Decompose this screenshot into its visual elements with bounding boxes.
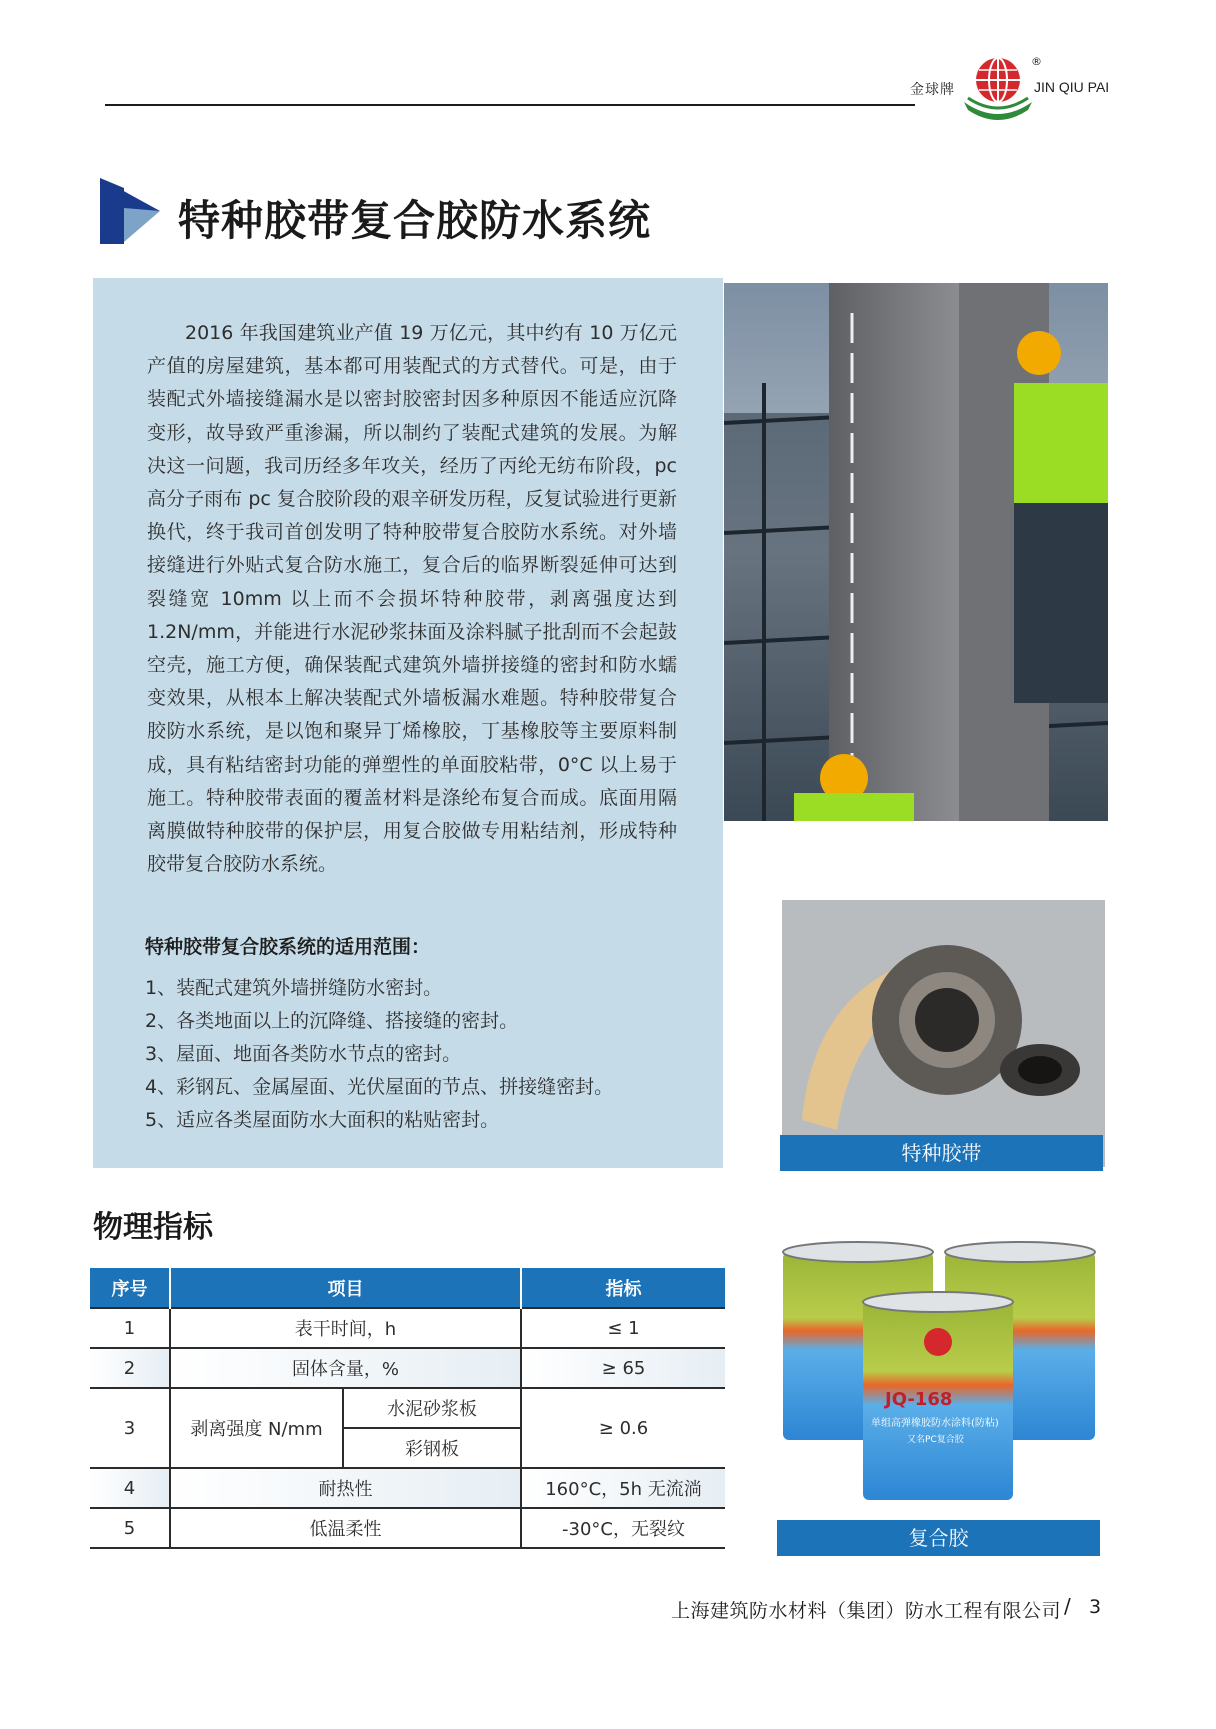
footer-separator: /	[1064, 1594, 1071, 1618]
scope-heading: 特种胶带复合胶系统的适用范围：	[145, 936, 431, 958]
cell-value: ≥ 0.6	[521, 1388, 725, 1468]
cell-value: ≥ 65	[521, 1348, 725, 1388]
scope-item: 5、适应各类屋面防水大面积的粘贴密封。	[145, 1109, 500, 1131]
cell-value: ≤ 1	[521, 1308, 725, 1348]
scope-item: 2、各类地面以上的沉降缝、搭接缝的密封。	[145, 1010, 519, 1032]
cell-subitem: 水泥砂浆板	[343, 1388, 521, 1428]
compound-caption: 复合胶	[777, 1520, 1100, 1556]
title-arrow-icon	[98, 178, 160, 244]
footer-company: 上海建筑防水材料（集团）防水工程有限公司	[671, 1600, 1062, 1622]
specs-heading: 物理指标	[93, 1210, 213, 1245]
intro-paragraph: 2016 年我国建筑业产值 19 万亿元，其中约有 10 万亿元产值的房屋建筑，基本都可用装配式的方式替代。可是，由于装配式外墙接缝漏水是以密封胶密封因多种原因不能适应沉降变形，故导致严重渗漏，所以制约了装配式建筑的发展。为解决这一问题，我司历经多年攻关，经历了丙纶无纺布阶段，pc 高分子雨布 pc 复合胶阶段的艰辛研发历程，反复试验进行更新换代，终于我司首创发明了特种胶带复合胶防水系统。对外墙接缝进行外贴式复合防水施工，复合后的临界断裂延伸可达到裂缝宽 10mm 以上而不会损坏特种胶带，剥离强度达到 1.2N/mm，并能进行水泥砂浆抹面及涂料腻子批刮而不会起鼓空壳，施工方便，确保装配式建筑外墙拼接缝的密封和防水蠕变效果，从根本上解决装配式外墙板漏水难题。特种胶带复合胶防水系统，是以饱和聚异丁烯橡胶，丁基橡胶等主要原料制成，具有粘结密封功能的弹塑性的单面胶粘带，0°C 以上易于施工。特种胶带表面的覆盖材料是涤纶布复合而成。底面用隔离膜做特种胶带的保护层，用复合胶做专用粘结剂，形成特种胶带复合胶防水系统。	[147, 322, 677, 876]
cell-item: 耐热性	[170, 1468, 521, 1508]
brand-name-cn: 金球牌	[910, 82, 955, 98]
cell-no: 5	[90, 1508, 170, 1548]
cell-no: 4	[90, 1468, 170, 1508]
can-model-label: JQ-168	[885, 1389, 953, 1410]
table-row	[90, 1468, 725, 1508]
cell-no: 3	[90, 1388, 170, 1468]
globe-logo-icon	[958, 52, 1038, 122]
cell-no: 1	[90, 1308, 170, 1348]
scope-item: 1、装配式建筑外墙拼缝防水密封。	[145, 977, 443, 999]
special-tape-photo	[782, 900, 1105, 1167]
header-rule	[105, 104, 915, 106]
scope-item: 3、屋面、地面各类防水节点的密封。	[145, 1043, 462, 1065]
can-product-label: 单组高弹橡胶防水涂料(防粘)	[871, 1418, 999, 1429]
cell-item: 低温柔性	[170, 1508, 521, 1548]
table-row	[90, 1348, 725, 1388]
header-value: 指标	[521, 1268, 725, 1308]
header-item: 项目	[170, 1268, 521, 1308]
can-alias-label: 又名PC复合胶	[907, 1435, 964, 1445]
registered-mark: ®	[1031, 55, 1042, 68]
scope-list	[145, 972, 613, 1137]
table-row	[90, 1388, 725, 1428]
scope-item: 4、彩钢瓦、金属屋面、光伏屋面的节点、拼接缝密封。	[145, 1076, 614, 1098]
page-title: 特种胶带复合胶防水系统	[178, 196, 652, 245]
brand-name-en: JIN QIU PAI	[1034, 79, 1110, 95]
header-no: 序号	[90, 1268, 170, 1308]
tape-caption: 特种胶带	[780, 1135, 1103, 1171]
cell-subitem: 彩钢板	[343, 1428, 521, 1468]
cell-item: 固体含量，%	[170, 1348, 521, 1388]
cell-no: 2	[90, 1348, 170, 1388]
cell-item: 表干时间，h	[170, 1308, 521, 1348]
cell-value: -30°C，无裂纹	[521, 1508, 725, 1548]
specs-table	[90, 1268, 725, 1549]
compound-cans-photo	[775, 1240, 1110, 1510]
cell-value: 160°C，5h 无流淌	[521, 1468, 725, 1508]
table-row	[90, 1308, 725, 1348]
table-row	[90, 1508, 725, 1548]
table-header-row	[90, 1268, 725, 1308]
page-number: 3	[1089, 1596, 1102, 1618]
cell-item: 剥离强度 N/mm	[170, 1388, 343, 1468]
construction-site-photo	[724, 283, 1108, 821]
